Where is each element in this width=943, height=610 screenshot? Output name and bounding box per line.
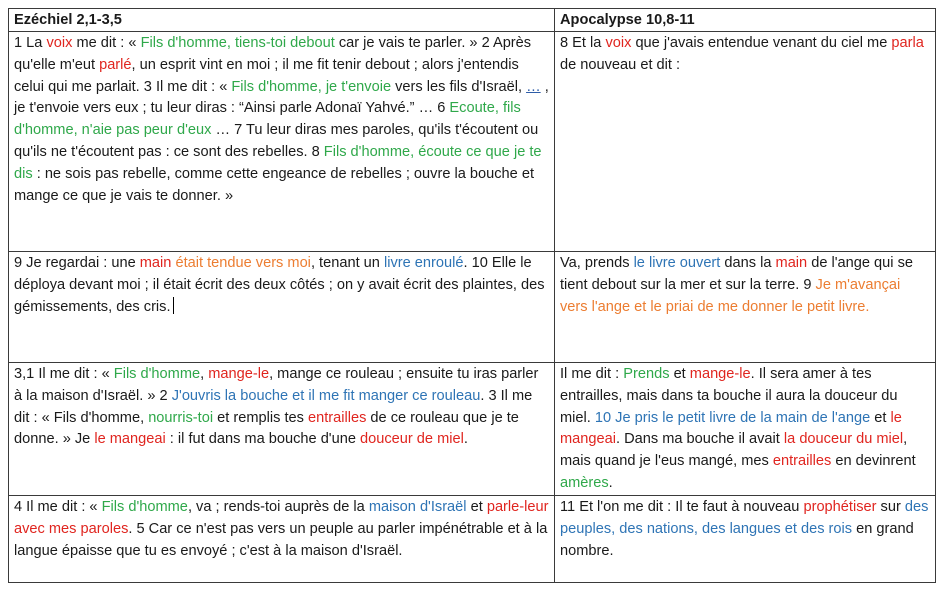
- highlighted-text: J'ouvris la bouche et il me fit manger ce rouleau: [171, 387, 481, 404]
- text-run: ,: [200, 366, 209, 382]
- highlighted-text: Prends: [623, 366, 670, 382]
- highlighted-text: Fils d'homme: [101, 499, 188, 515]
- text-run: , mais quand je l'eus mangé, mes: [560, 431, 908, 470]
- highlighted-text: amères: [560, 474, 609, 491]
- text-run: et: [669, 366, 690, 382]
- text-run: 9 Je regardai : une: [14, 255, 140, 271]
- highlighted-text: Ecoute, fils d'homme, n'aie pas peur d'eux: [14, 100, 521, 139]
- highlighted-text: entrailles: [307, 409, 367, 426]
- highlighted-text: parle-leur avec mes paroles: [14, 499, 549, 537]
- text-run: . Il sera amer à tes entrailles, mais dans ta bouche il aura la douceur du miel.: [560, 366, 898, 426]
- highlighted-text: main: [139, 255, 172, 271]
- text-run: .: [608, 474, 613, 491]
- header-ezekiel[interactable]: Ezéchiel 2,1-3,5: [9, 9, 555, 32]
- text-run: et: [870, 409, 891, 426]
- highlighted-text: parlé: [99, 56, 132, 73]
- highlighted-text: livre enroulé: [383, 255, 464, 271]
- cell-apocalypse-passage-2[interactable]: [555, 252, 936, 363]
- text-run: . 10 Elle le déploya devant moi ; il était écrit des deux côtés ; on y avait écrit des plaintes, des gémissements, des cris.: [14, 255, 545, 315]
- highlighted-text: mange-le: [208, 366, 270, 382]
- highlighted-text: nourris-toi: [148, 409, 214, 426]
- table-row: [9, 32, 936, 252]
- highlighted-text: des peuples, des nations, des langues et des rois: [560, 499, 929, 537]
- highlighted-text: voix: [46, 35, 73, 51]
- highlighted-text: le mangeai: [560, 409, 902, 448]
- text-run: : il fut dans ma bouche d'une: [165, 431, 361, 448]
- highlighted-text: main: [775, 255, 808, 271]
- text-run: .: [463, 431, 468, 448]
- highlighted-text: le livre ouvert: [633, 255, 721, 271]
- table-row: [9, 496, 936, 583]
- comparison-table: [8, 8, 936, 583]
- text-run: . 3 Il me dit : « Fils d'homme,: [14, 387, 533, 426]
- text-run: , mange ce rouleau ; ensuite tu iras parler à la maison d'Israël. » 2: [14, 366, 539, 404]
- highlighted-text: Fils d'homme, tiens-toi debout: [140, 35, 335, 51]
- highlighted-text: Fils d'homme: [113, 366, 201, 382]
- text-run: et: [466, 499, 487, 515]
- text-run: , un esprit vint en moi ; il me fit tenir debout ; alors j'entendis celui qui me parlait. 3 Il me dit : «: [14, 56, 519, 95]
- highlighted-text: maison d'Israël: [368, 499, 467, 515]
- text-run: 8 Et la: [560, 35, 606, 51]
- text-run: 11 Et l'on me dit : Il te faut à nouveau: [560, 499, 804, 515]
- highlighted-text: entrailles: [772, 453, 832, 470]
- highlighted-text: mange-le: [689, 366, 751, 382]
- highlighted-text: Je m'avançai vers l'ange et le priai de me donner le petit livre.: [560, 276, 901, 315]
- cell-apocalypse-passage-1[interactable]: [555, 32, 936, 252]
- text-run: . Dans ma bouche il avait: [615, 431, 784, 448]
- text-run: que j'avais entendue venant du ciel me: [631, 35, 892, 51]
- cell-ezekiel-passage-3[interactable]: [9, 363, 555, 496]
- text-run: en devinrent: [831, 453, 916, 470]
- text-run: de ce rouleau que je te donne. » Je: [14, 409, 519, 448]
- text-run: sur: [876, 499, 905, 515]
- text-run: de nouveau et dit :: [560, 56, 681, 73]
- text-run: et remplis tes: [213, 409, 308, 426]
- text-cursor: [173, 297, 174, 314]
- highlighted-text: douceur de miel: [360, 431, 464, 448]
- cell-ezekiel-passage-2[interactable]: [9, 252, 555, 363]
- text-run: dans la: [720, 255, 776, 271]
- text-run: , tenant un: [310, 255, 384, 271]
- text-run: , va ; rends-toi auprès de la: [187, 499, 369, 515]
- text-run: me dit : «: [72, 35, 141, 51]
- text-run: . 5 Car ce n'est pas vers un peuple au parler impénétrable et à la langue épaisse que tu es envoyé ; c'est à la maison d'Israël.: [14, 520, 548, 559]
- text-run: car je vais te parler. » 2 Après qu'elle m'eut: [14, 35, 532, 73]
- cell-ezekiel-passage-1[interactable]: [9, 32, 555, 252]
- highlighted-text: prophétiser: [803, 499, 877, 515]
- cell-ezekiel-passage-4[interactable]: [9, 496, 555, 583]
- text-run: de l'ange qui se tient debout sur la mer et sur la terre. 9: [560, 255, 914, 293]
- text-run: Va, prends: [560, 255, 634, 271]
- text-run: 3,1 Il me dit : «: [14, 366, 114, 382]
- text-run: , je t'envoie vers eux ; tu leur diras : “Ainsi parle Adonaï Yahvé.” … 6: [14, 78, 549, 117]
- text-run: : ne sois pas rebelle, comme cette engeance de rebelles ; ouvre la bouche et mange ce que je vais te donner. »: [14, 165, 535, 204]
- highlighted-text: 10 Je pris le petit livre de la main de l'ange: [594, 409, 871, 426]
- highlighted-text: parla: [891, 35, 924, 51]
- table-row: [9, 252, 936, 363]
- cell-apocalypse-passage-3[interactable]: [555, 363, 936, 496]
- highlighted-text: le mangeai: [94, 431, 166, 448]
- table-row: [9, 363, 936, 496]
- text-run: 1 La: [14, 35, 47, 51]
- text-run: en grand nombre.: [560, 520, 914, 559]
- header-row: [9, 9, 936, 32]
- highlighted-text: la douceur du miel: [783, 431, 904, 448]
- highlighted-text: voix: [605, 35, 632, 51]
- text-run: … 7 Tu leur diras mes paroles, qu'ils t'écoutent ou qu'ils ne t'écoutent pas : ce sont des rebelles. 8: [14, 122, 539, 160]
- highlighted-text: …: [526, 78, 541, 95]
- text-run: 4 Il me dit : «: [14, 499, 102, 515]
- cell-apocalypse-passage-4[interactable]: [555, 496, 936, 583]
- text-run: vers les fils d'Israël,: [391, 78, 527, 95]
- highlighted-text: Fils d'homme, je t'envoie: [231, 78, 392, 95]
- highlighted-text: était tendue vers moi: [175, 255, 311, 271]
- highlighted-text: Fils d'homme, écoute ce que je te dis: [14, 143, 542, 182]
- header-apocalypse[interactable]: Apocalypse 10,8-11: [555, 9, 936, 32]
- text-run: Il me dit :: [560, 366, 624, 382]
